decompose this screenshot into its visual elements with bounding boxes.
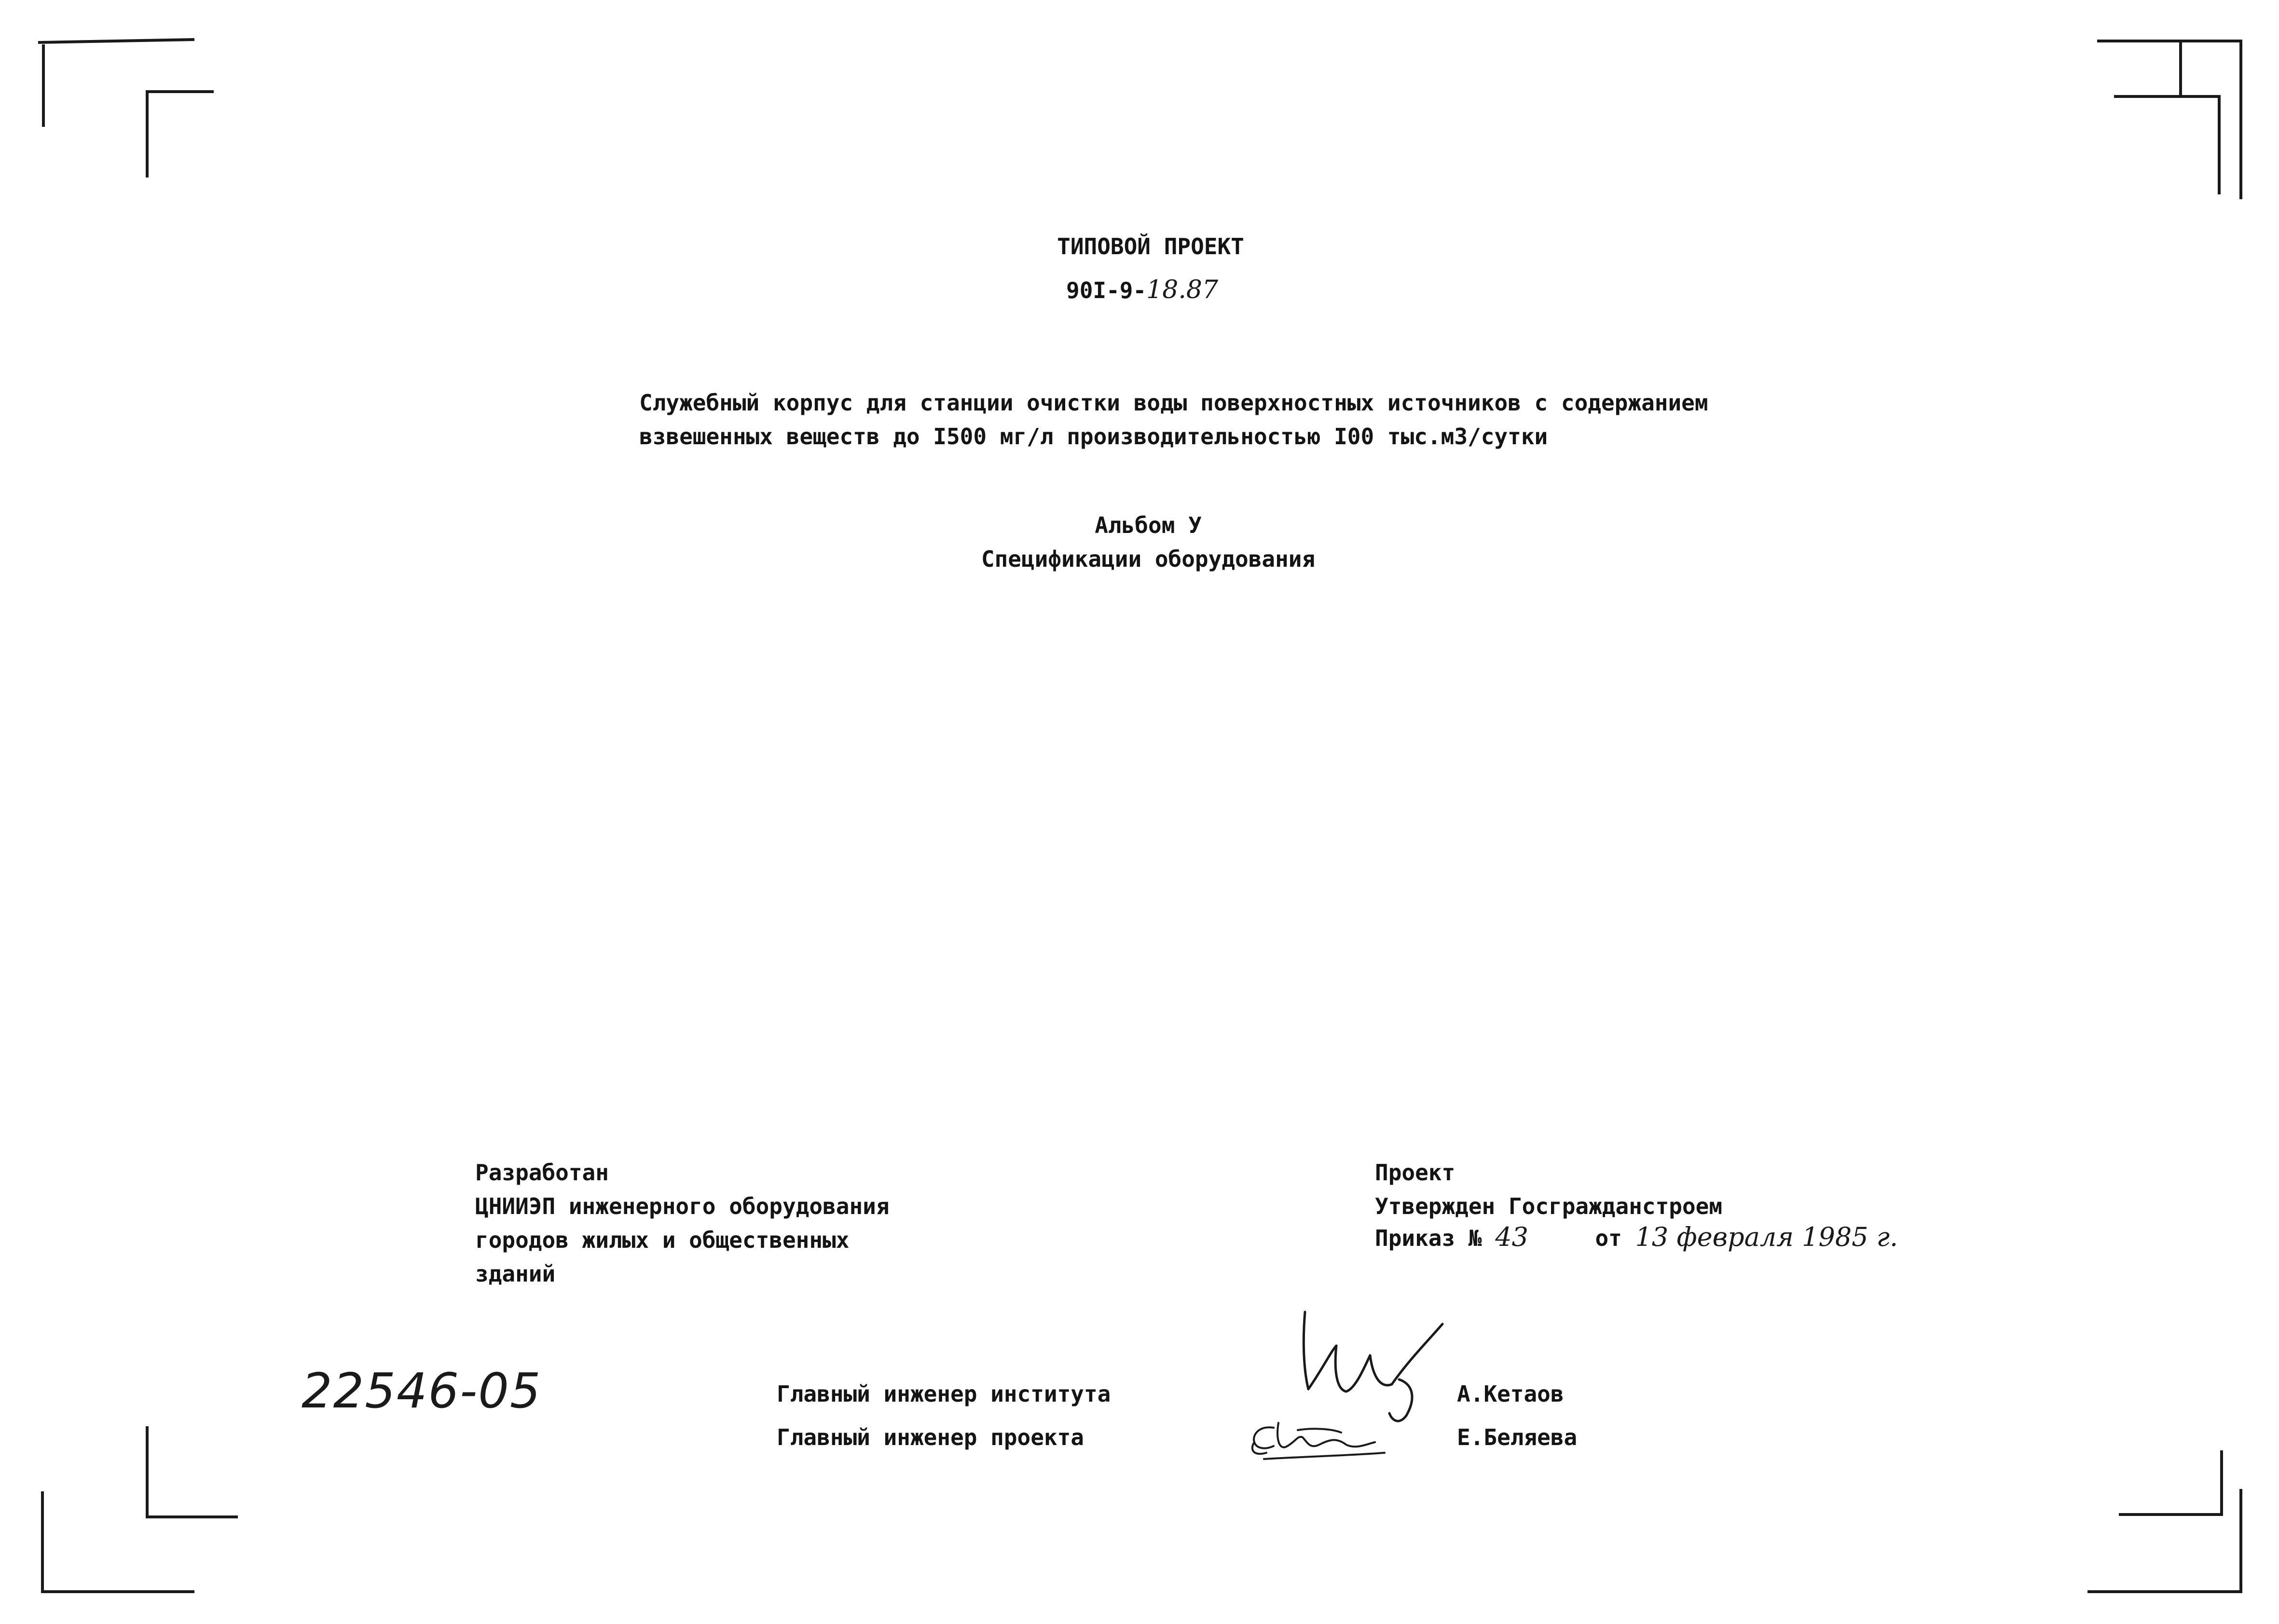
document-code — [1066, 273, 1218, 307]
document-code-handwritten: 18.87 — [1146, 275, 1219, 304]
order-label: Приказ № — [1375, 1225, 1482, 1251]
album-title: Альбом У — [1095, 512, 1202, 538]
corner-mark-top-left-outer — [40, 40, 193, 42]
approval-order — [1375, 1220, 1898, 1255]
date-label: от — [1595, 1225, 1622, 1251]
developer-line-2: городов жилых и общественных — [475, 1227, 850, 1253]
inventory-number: 22546-05 — [302, 1363, 542, 1419]
developer-line-3: зданий — [475, 1261, 556, 1287]
subject-line-2: взвешенных веществ до I500 мг/л производительностью I00 тыс.м3/сутки — [639, 423, 1548, 450]
developer-line-1: ЦНИИЭП инженерного оборудования — [475, 1193, 890, 1219]
order-date: 13 февраля 1985 г. — [1635, 1222, 1898, 1252]
developer-heading: Разработан — [475, 1160, 609, 1186]
approval-authority: Утвержден Госгражданстроем — [1375, 1193, 1723, 1219]
document-type: ТИПОВОЙ ПРОЕКТ — [1057, 233, 1244, 259]
signature-1 — [1304, 1312, 1442, 1421]
signature-name-2: Е.Беляева — [1457, 1424, 1578, 1450]
album-subtitle: Спецификации оборудования — [981, 546, 1316, 572]
order-number: 43 — [1495, 1222, 1528, 1252]
signature-2 — [1252, 1423, 1385, 1459]
subject-line-1: Служебный корпус для станции очистки воды поверхностных источников с содержанием — [639, 390, 1708, 416]
signature-name-1: А.Кетаов — [1457, 1381, 1564, 1407]
signature-role-2: Главный инженер проекта — [777, 1424, 1084, 1450]
document-code-printed: 90I-9- — [1066, 277, 1147, 303]
signature-role-1: Главный инженер института — [777, 1381, 1111, 1407]
approval-heading: Проект — [1375, 1160, 1455, 1186]
